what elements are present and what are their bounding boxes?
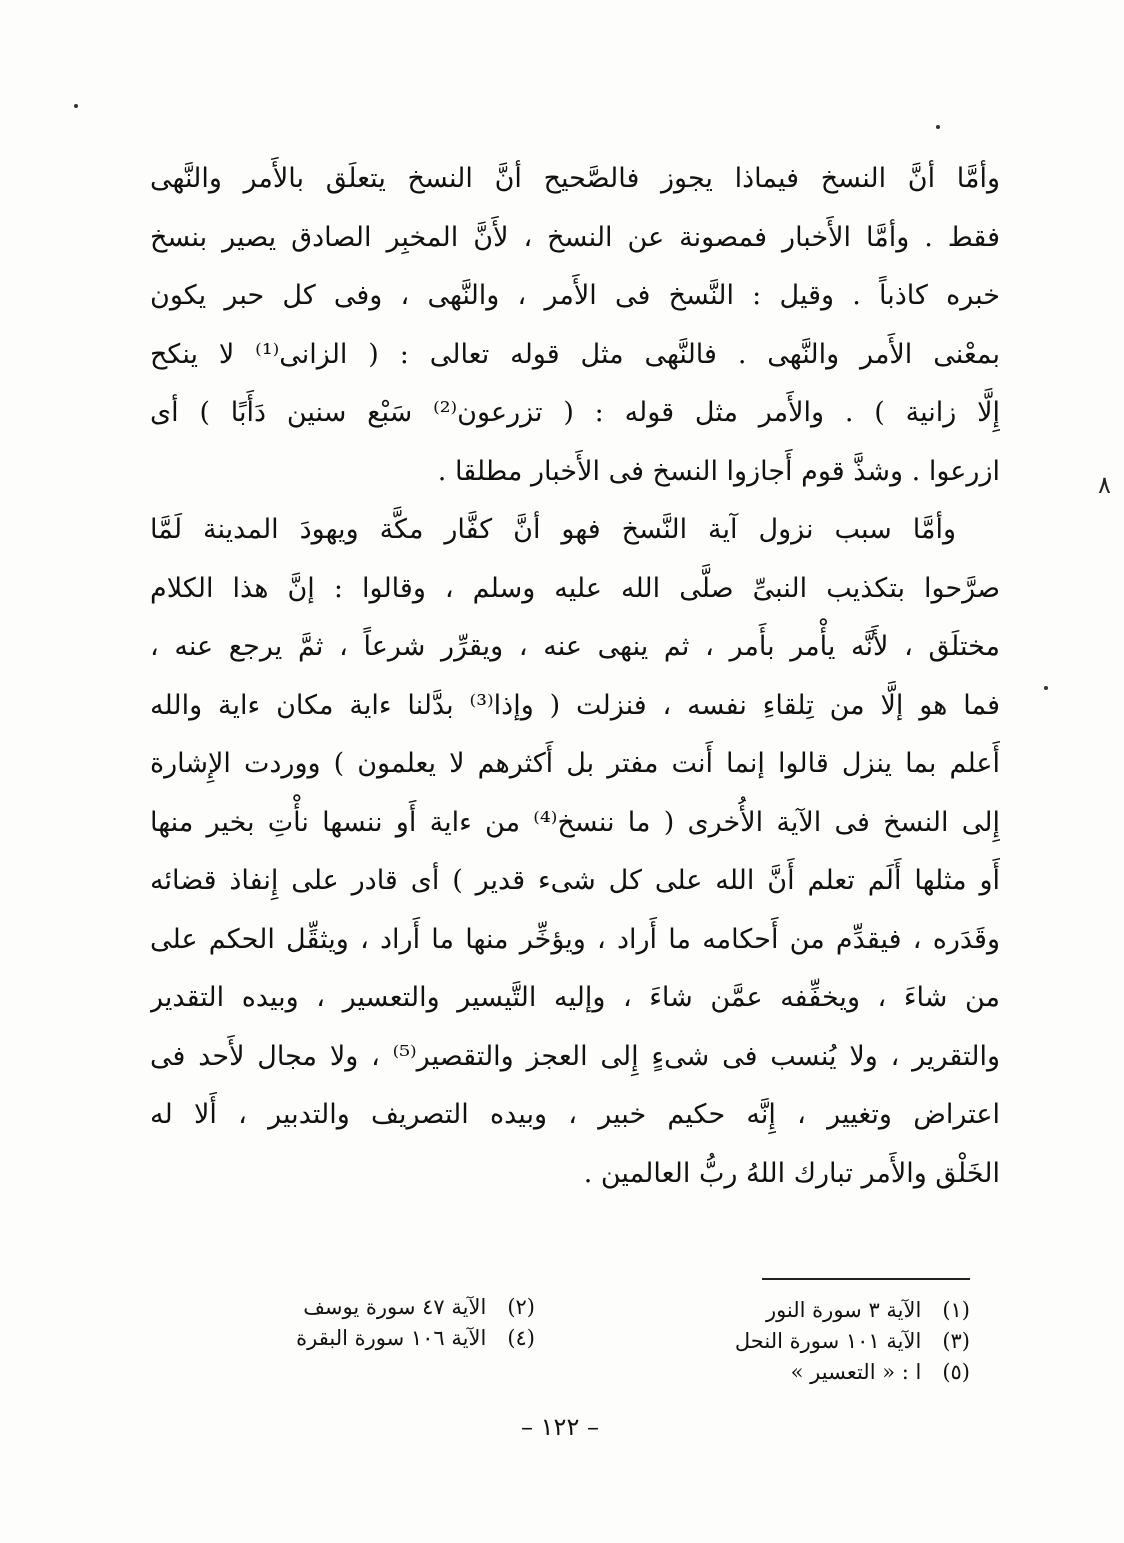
- footnote-text: ا : « التعسير »: [790, 1360, 922, 1384]
- body-line: وقَدَره ، فيقدِّم من أَحكامه ما أَراد ، ويؤخِّر منها ما أَراد ، ويثقِّل الحكم على: [150, 923, 1000, 955]
- body-line: ازرعوا . وشذَّ قوم أَجازوا النسخ فى الأَخبار مطلقا .: [437, 455, 1000, 487]
- margin-note-mark: ٨: [1098, 471, 1111, 499]
- footnote-number: (٢): [507, 1295, 535, 1319]
- footnote: [250, 1292, 535, 1323]
- body-line: وأمَّا أنَّ النسخ فيماذا يجوز فالصَّحيح أنَّ النسخ يتعلَق بالأَمر والنَّهى: [150, 163, 1000, 194]
- footnote: [250, 1323, 535, 1354]
- footnote: [640, 1357, 970, 1388]
- body-line: وأمَّا سبب نزول آية النَّسخ فهو أنَّ كفَّار مكَّة ويهودَ المدينة لَمَّا: [150, 514, 956, 545]
- footnotes-right-column: [640, 1295, 970, 1388]
- scan-speck: [936, 125, 940, 129]
- footnote-number: (٣): [942, 1329, 970, 1353]
- footnote-text: الآية ٤٧ سورة يوسف: [303, 1295, 487, 1319]
- body-line: أَو مثلها أَلَم تعلم أَنَّ الله على كل شىء قدير ) أى قادر على إِنفاذ قضائه: [150, 865, 1000, 896]
- body-line: صرَّحوا بتكذيب النبىِّ صلَّى الله عليه وسلم ، وقالوا : إنَّ هذا الكلام: [150, 572, 1000, 604]
- footnotes-left-column: [250, 1292, 535, 1354]
- footnote-text: الآية ٣ سورة النور: [765, 1298, 922, 1322]
- body-line: فما هو إلَّا من تِلقاءِ نفسه ، فنزلت ( وإذا⁽³⁾ بدَّلنا ءاية مكان ءاية والله: [150, 689, 1000, 721]
- body-line: اعتراض وتغيير ، إِنَّه حكيم خبير ، وبيده التصريف والتدبير ، أَلا له: [150, 1099, 1000, 1130]
- body-line: إِلى النسخ فى الآية الأُخرى ( ما ننسخ⁽⁴⁾ من ءاية أَو ننسها نأْتِ بخير منها: [150, 806, 1000, 838]
- footnote-separator: [762, 1278, 970, 1280]
- page-number: – ١٢٢ –: [521, 1413, 599, 1441]
- body-line: مختلَق ، لأَنَّه يأْمر بأَمر ، ثم ينهى عنه ، ويقرِّر شرعاً ، ثمَّ يرجع عنه ،: [150, 631, 1000, 662]
- body-line: فقط . وأمَّا الأَخبار فمصونة عن النسخ ، لأَنَّ المخبِر الصادق يصير بنسخ: [150, 221, 1000, 253]
- body-line: أَعلم بما ينزل قالوا إنما أَنت مفتر بل أَكثرهم لا يعلمون ) ووردت الإِشارة: [150, 748, 1000, 779]
- footnote-number: (٤): [507, 1326, 535, 1350]
- footnote-text: الآية ١٠١ سورة النحل: [734, 1329, 922, 1353]
- body-text: [150, 150, 1000, 1203]
- footnote-number: (١): [942, 1298, 970, 1322]
- body-line: إِلَّا زانية ) . والأَمر مثل قوله : ( تزرعون⁽²⁾ سَبْع سنين دَأَبًا ) أى: [150, 397, 1000, 428]
- body-line: من شاءَ ، ويخفِّفه عمَّن شاءَ ، وإليه التَّيسير والتعسير ، وبيده التقدير: [150, 982, 1000, 1013]
- footnote-text: الآية ١٠٦ سورة البقرة: [296, 1326, 487, 1350]
- footnote: [640, 1295, 970, 1326]
- body-line: والتقرير ، ولا يُنسب فى شىءٍ إِلى العجز والتقصير⁽⁵⁾ ، ولا مجال لأَحد فى: [150, 1040, 1000, 1072]
- body-line: بمعْنى الأَمر والنَّهى . فالنَّهى مثل قوله تعالى : ( الزانى⁽¹⁾ لا ينكح: [150, 338, 1000, 370]
- footnote: [640, 1326, 970, 1357]
- scan-speck: [74, 104, 78, 108]
- body-line: الخَلْق والأَمر تبارك اللهُ ربُّ العالمين .: [583, 1157, 1000, 1189]
- footnote-number: (٥): [942, 1360, 970, 1384]
- body-line: خبره كاذباً . وقيل : النَّسخ فى الأَمر ، والنَّهى ، وفى كل حبر يكون: [150, 280, 1000, 311]
- scan-speck: [1044, 686, 1048, 690]
